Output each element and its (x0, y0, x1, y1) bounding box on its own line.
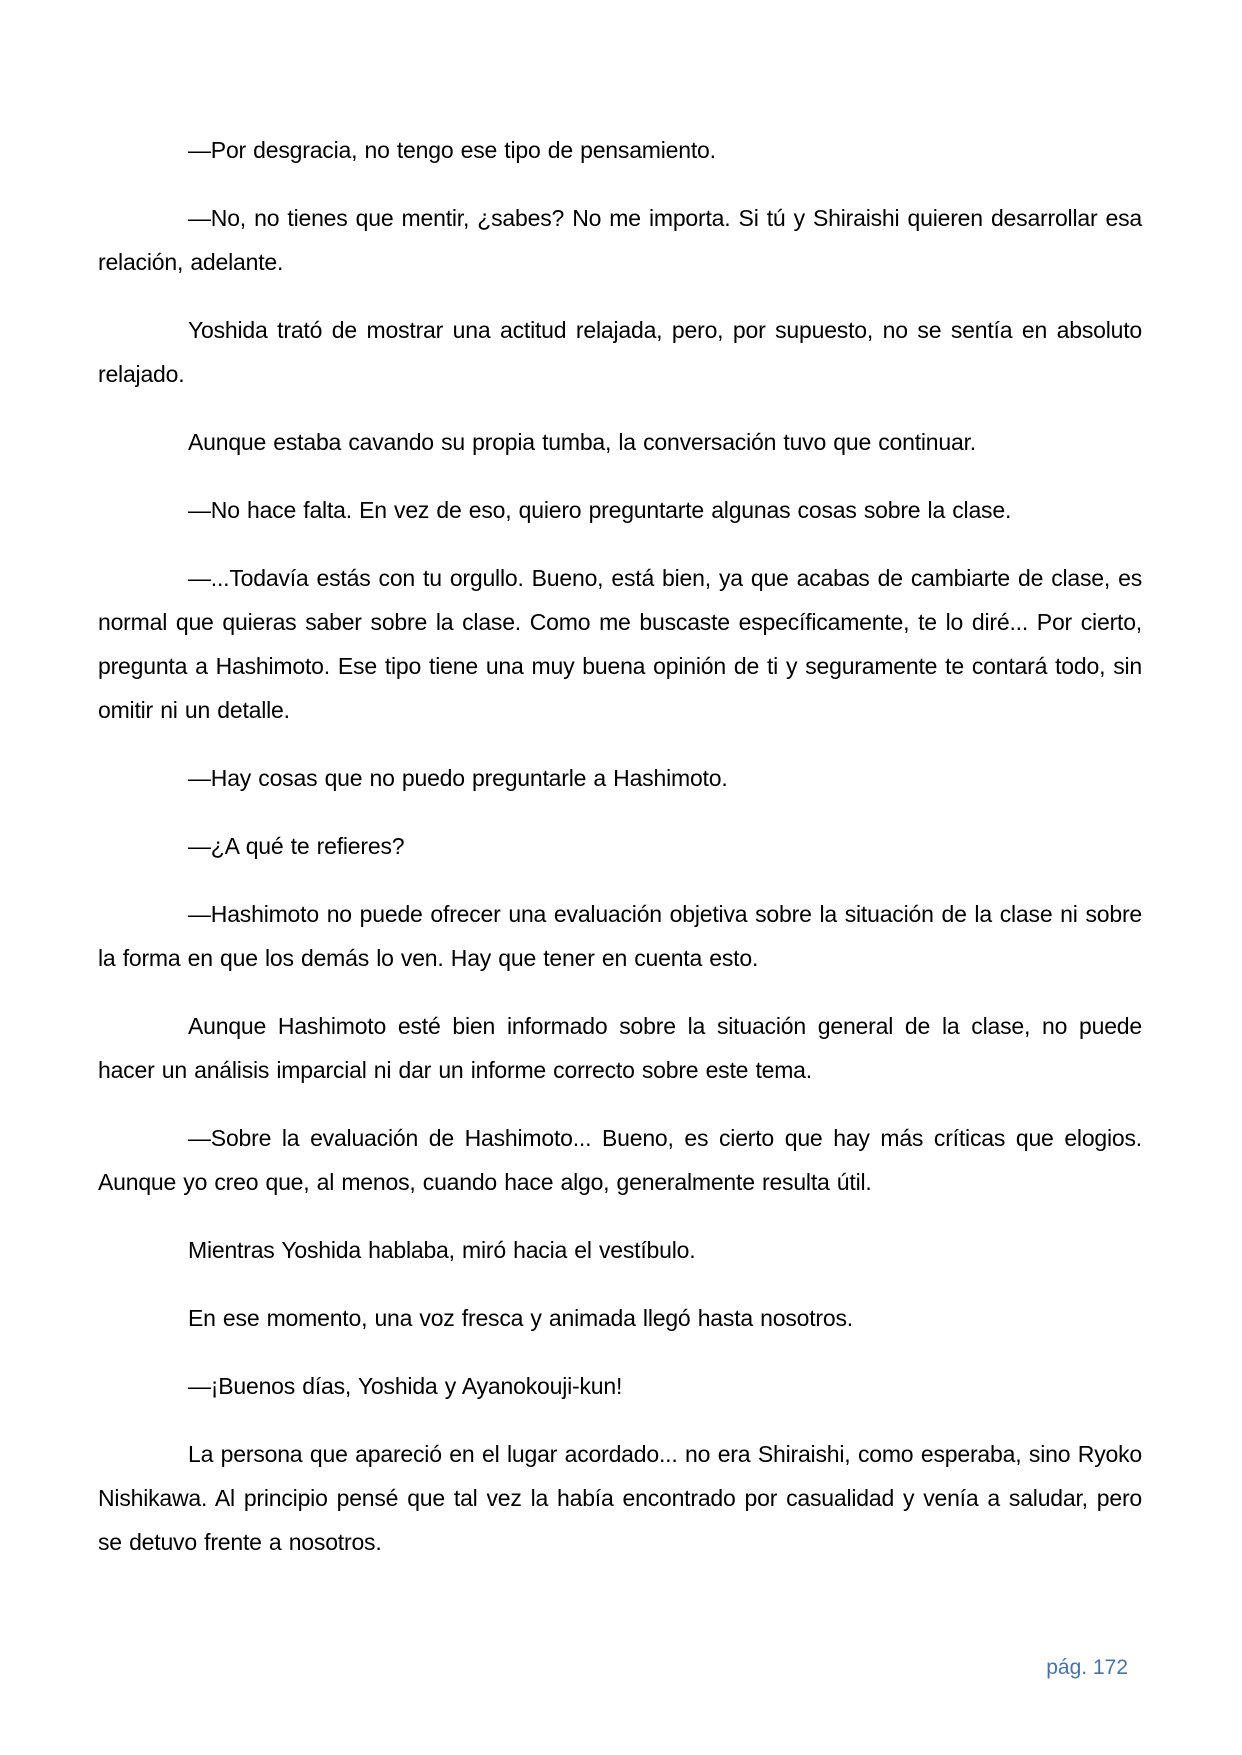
paragraph: Mientras Yoshida hablaba, miró hacia el vestíbulo. (188, 1237, 696, 1263)
paragraph: —¡Buenos días, Yoshida y Ayanokouji-kun! (188, 1373, 623, 1399)
paragraph: La persona que apareció en el lugar acordado... no era Shiraishi, como esperaba, sino Ryoko Nishikawa. Al principio pensé que tal vez la había encontrado por casualidad y venía a saludar, pero se detuvo frente a nosotros. (98, 1441, 1142, 1555)
paragraph: —...Todavía estás con tu orgullo. Bueno, está bien, ya que acabas de cambiarte de clase, es normal que quieras saber sobre la clase. Como me buscaste específicamente, te lo diré... Por cierto, pregunta a Hashimoto. Ese tipo tiene una muy buena opinión de ti y seguramente te contará todo, sin omitir ni un detalle. (98, 565, 1142, 723)
paragraph: —Sobre la evaluación de Hashimoto... Bueno, es cierto que hay más críticas que elogios. Aunque yo creo que, al menos, cuando hace algo, generalmente resulta útil. (98, 1125, 1142, 1195)
page-body (98, 128, 1142, 1588)
paragraph: —No, no tienes que mentir, ¿sabes? No me importa. Si tú y Shiraishi quieren desarrollar esa relación, adelante. (98, 205, 1142, 275)
paragraph: —¿A qué te refieres? (188, 833, 405, 859)
paragraph: En ese momento, una voz fresca y animada llegó hasta nosotros. (188, 1305, 853, 1331)
paragraph: —Hashimoto no puede ofrecer una evaluación objetiva sobre la situación de la clase ni sobre la forma en que los demás lo ven. Hay que tener en cuenta esto. (98, 901, 1142, 971)
paragraph: Aunque Hashimoto esté bien informado sobre la situación general de la clase, no puede hacer un análisis imparcial ni dar un informe correcto sobre este tema. (98, 1013, 1142, 1083)
paragraph: —No hace falta. En vez de eso, quiero preguntarte algunas cosas sobre la clase. (188, 497, 1012, 523)
page-number: pág. 172 (1046, 1656, 1128, 1679)
paragraph: —Por desgracia, no tengo ese tipo de pensamiento. (188, 137, 716, 163)
paragraph: —Hay cosas que no puedo preguntarle a Hashimoto. (188, 765, 728, 791)
paragraph: Aunque estaba cavando su propia tumba, la conversación tuvo que continuar. (188, 429, 976, 455)
paragraph: Yoshida trató de mostrar una actitud relajada, pero, por supuesto, no se sentía en absoluto relajado. (98, 317, 1142, 387)
